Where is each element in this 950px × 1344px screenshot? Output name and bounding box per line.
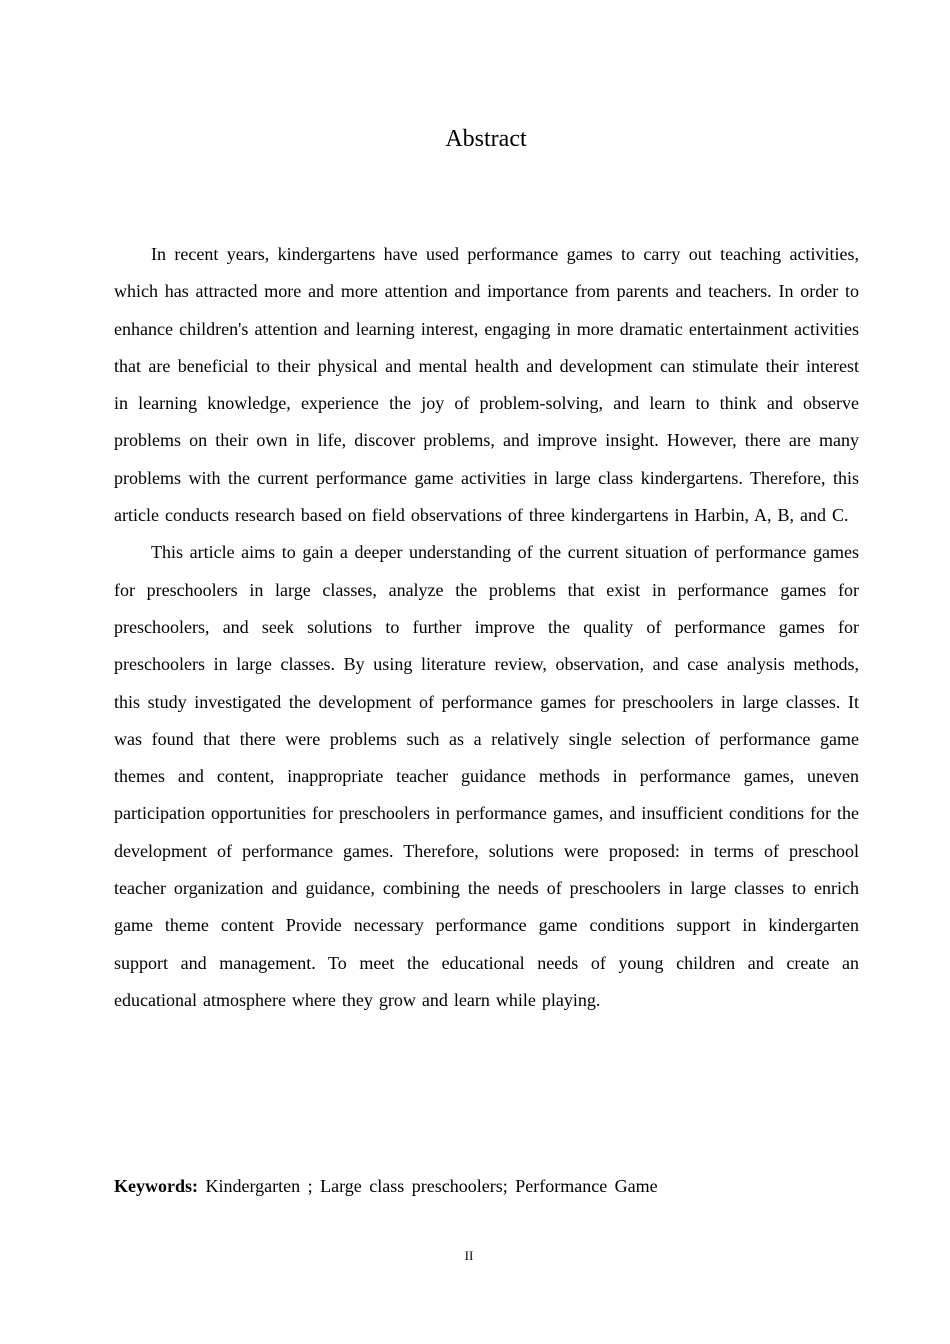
keywords-list: Kindergarten ; Large class preschoolers; Performance Game <box>205 1176 658 1196</box>
abstract-paragraph-1: In recent years, kindergartens have used performance games to carry out teaching activities, which has attracted more and more attention and importance from parents and teachers. In order to enhance children's attention and learning interest, engaging in more dramatic entertainment activities that are beneficial to their physical and mental health and development can stimulate their interest in learning knowledge, experience the joy of problem-solving, and learn to think and observe problems on their own in life, discover problems, and improve insight. However, there are many problems with the current performance game activities in large class kindergartens. Therefore, this article conducts research based on field observations of three kindergartens in Harbin, A, B, and C. <box>114 244 859 526</box>
abstract-title: Abstract <box>445 126 527 152</box>
abstract-paragraph-2: This article aims to gain a deeper understanding of the current situation of performance games for preschoolers in large classes, analyze the problems that exist in performance games for preschoolers, and seek solutions to further improve the quality of performance games for preschoolers in large classes. By using literature review, observation, and case analysis methods, this study investigated the development of performance games for preschoolers in large classes. It was found that there were problems such as a relatively single selection of performance game themes and content, inappropriate teacher guidance methods in performance games, uneven participation opportunities for preschoolers in performance games, and insufficient conditions for the development of performance games. Therefore, solutions were proposed: in terms of preschool teacher organization and guidance, combining the needs of preschoolers in large classes to enrich game theme content Provide necessary performance game conditions support in kindergarten support and management. To meet the educational needs of young children and create an educational atmosphere where they grow and learn while playing. <box>114 542 859 1010</box>
keywords-label: Keywords: <box>114 1176 198 1196</box>
page-number: II <box>464 1248 474 1263</box>
keywords-line <box>114 1171 859 1201</box>
abstract-body <box>114 236 859 1019</box>
